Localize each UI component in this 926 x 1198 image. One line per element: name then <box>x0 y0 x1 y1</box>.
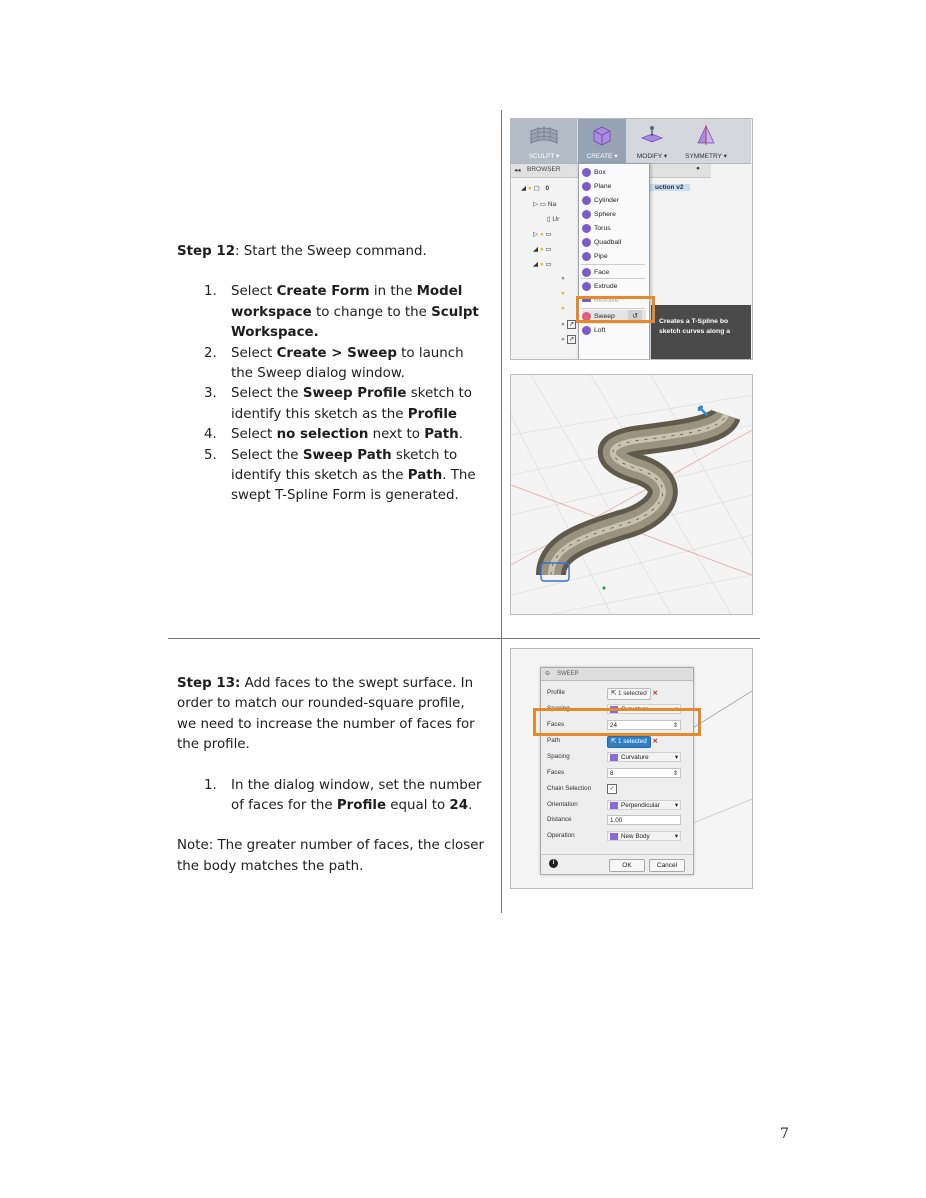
field-label: Operation <box>547 832 575 839</box>
step13-note: Note: The greater number of faces, the closer the body matches the path. <box>177 838 484 874</box>
body-text: In the dialog window, set the number of faces for the <box>231 777 482 814</box>
menu-separator <box>581 278 645 279</box>
list-number: 1. <box>204 777 217 793</box>
stepper-icon[interactable]: ⇕ <box>672 771 678 777</box>
field-label: Distance <box>547 816 572 823</box>
symmetry-icon <box>695 124 717 146</box>
tree-row-4[interactable]: ▷ ● ▭ <box>533 231 552 238</box>
modify-icon <box>640 124 664 146</box>
step13-heading: Step 13: Add faces to the swept surface. In order to match our rounded-square profile, we need to increase the number of faces for the profile. <box>177 676 475 753</box>
tree-row-5[interactable]: ◢ ● ▭ <box>533 246 552 253</box>
menu-item-cylinder[interactable] <box>582 194 619 208</box>
swept-form-viewport <box>511 375 752 614</box>
tree-row-8[interactable]: ● <box>561 290 565 297</box>
body-text: Select <box>231 427 277 443</box>
tree-row-7[interactable]: ● <box>561 275 565 282</box>
command-indicator-icon: ↺ <box>628 310 642 323</box>
selection-value: 1 selected <box>618 738 647 745</box>
page-number: 7 <box>780 1126 789 1142</box>
body-text: in the <box>369 284 417 300</box>
column-divider-top <box>501 110 502 638</box>
step12-list <box>177 282 487 506</box>
step12-item <box>177 384 487 425</box>
tree-row-named-views[interactable]: ▷ ▭ Na <box>533 201 557 208</box>
chevron-down-icon: ▾ <box>674 706 678 713</box>
field-label: Profile <box>547 689 565 696</box>
emphasis-text: 24 <box>449 798 469 814</box>
list-number: 2. <box>204 345 217 361</box>
browser-options-icon[interactable]: ● <box>696 165 700 172</box>
tree-row-loft-circle[interactable]: ● ↗ <box>561 336 575 343</box>
path-selection-button[interactable] <box>607 736 658 748</box>
box-icon <box>582 168 591 177</box>
body-text: . The swept T-Spline Form is generated. <box>231 468 476 504</box>
dropdown-value: Curvature <box>621 706 649 713</box>
sweep-highlight <box>576 296 655 323</box>
sculpt-icon <box>529 123 559 147</box>
emphasis-text: Path <box>407 468 443 484</box>
sweep-tooltip: Creates a T-Spline bo sketch curves along a <box>651 305 751 360</box>
body-text: sketch to identify this sketch as the <box>231 386 473 422</box>
tree-row-units[interactable]: ▯ Ur <box>547 216 560 223</box>
emphasis-text: Create > Sweep <box>276 345 397 361</box>
emphasis-text: Sweep Profile <box>302 386 407 402</box>
menu-item-label: Extrude <box>594 283 618 290</box>
dropdown-value: New Body <box>621 833 650 840</box>
tree-row-6[interactable]: ◢ ● ▭ <box>533 261 552 268</box>
extrude-icon <box>582 282 591 291</box>
step13-block <box>177 674 487 877</box>
dropdown-operation[interactable] <box>607 831 681 841</box>
menu-item-label: Cylinder <box>594 197 619 204</box>
input-value: 24 <box>610 722 618 729</box>
field-label: Path <box>547 737 560 744</box>
menu-item-label: Plane <box>594 183 612 190</box>
step12-item <box>177 425 487 445</box>
step12-item <box>177 344 487 385</box>
menu-item-plane[interactable] <box>582 180 611 194</box>
list-number: 5. <box>204 447 217 463</box>
dropdown-value: Perpendicular <box>621 802 660 809</box>
body-text: Select <box>231 284 277 300</box>
clear-selection-icon[interactable]: ✕ <box>650 690 658 697</box>
clear-selection-icon[interactable]: ✕ <box>650 738 658 745</box>
body-text: next to <box>368 427 425 443</box>
dropdown-value: Curvature <box>621 754 649 761</box>
component-icon: ▢ <box>533 185 540 192</box>
sculpt-tab[interactable]: SCULPT ▾ <box>511 119 577 163</box>
menu-item-label: Sphere <box>594 211 616 218</box>
option-icon <box>610 754 618 761</box>
swept-form-screenshot <box>510 374 753 615</box>
faces-input[interactable] <box>607 768 681 778</box>
menu-item-box[interactable] <box>582 166 606 180</box>
menu-item-quadball[interactable] <box>582 236 621 250</box>
field-label: Faces <box>547 721 565 728</box>
cursor-icon: ⇱ <box>611 690 619 697</box>
menu-item-torus[interactable] <box>582 222 611 236</box>
body-text: Select the <box>231 447 303 463</box>
input-value: 8 <box>610 770 614 777</box>
list-number: 3. <box>204 386 217 402</box>
field-label: Chain Selection <box>547 785 592 792</box>
field-label: Orientation <box>547 801 578 808</box>
sphere-icon <box>582 210 591 219</box>
menu-item-label: Torus <box>594 225 611 232</box>
body-text: sketch to identify this sketch as the <box>231 447 458 484</box>
step13-item <box>177 776 487 817</box>
collapse-icon[interactable]: ⊖ <box>545 671 551 677</box>
sweep-dialog <box>540 667 694 875</box>
body-text: to launch the Sweep dialog window. <box>231 345 464 382</box>
cancel-button[interactable]: Cancel <box>649 859 685 872</box>
row-divider <box>168 638 760 639</box>
menu-item-label: Quadball <box>594 239 622 246</box>
create-menu-screenshot <box>510 118 753 360</box>
tree-row-9[interactable]: ● <box>561 305 565 312</box>
list-number: 1. <box>204 284 217 300</box>
profile-selection-button[interactable] <box>607 688 658 700</box>
emphasis-text: Sculpt Workspace. <box>231 304 479 341</box>
face-icon <box>582 268 591 277</box>
torus-icon <box>582 224 591 233</box>
loft-icon <box>582 326 591 335</box>
lightbulb-icon: ● <box>527 185 532 192</box>
option-icon <box>610 833 618 840</box>
collapse-icon[interactable]: ◂◂ <box>514 167 521 174</box>
ok-button[interactable]: OK <box>609 859 645 872</box>
sweep-dialog-screenshot <box>510 648 753 889</box>
body-text: Select the <box>231 386 303 402</box>
menu-item-label: Pipe <box>594 253 608 260</box>
cylinder-icon <box>582 196 591 205</box>
body-text: equal to <box>386 798 450 814</box>
tree-row-loft-centerline[interactable]: ● ↗ <box>561 321 575 328</box>
tree-row-root[interactable]: ◢ ● ▢ 0 uction v2 <box>521 184 751 198</box>
pipe-icon <box>582 252 591 261</box>
step12-block <box>177 242 487 507</box>
step13-list <box>177 776 487 817</box>
faces-highlight <box>533 708 701 736</box>
menu-item-pipe[interactable] <box>582 250 608 264</box>
column-divider-bottom <box>501 639 502 913</box>
chevron-down-icon: ▾ <box>674 754 678 761</box>
menu-item-sphere[interactable] <box>582 208 616 222</box>
step12-item <box>177 446 487 507</box>
dropdown-orientation[interactable] <box>607 800 681 810</box>
emphasis-text: Path <box>424 427 459 443</box>
info-icon[interactable]: i <box>549 859 558 868</box>
chain-selection-checkbox[interactable]: ✓ <box>607 784 617 794</box>
field-label: Spacing <box>547 753 570 760</box>
plane-icon <box>582 182 591 191</box>
create-dropdown-menu <box>578 163 650 360</box>
step12-item <box>177 282 487 343</box>
option-icon <box>610 802 618 809</box>
selection-value: 1 selected <box>618 690 647 697</box>
quadball-icon <box>582 238 591 247</box>
menu-item-label: Loft <box>594 327 606 334</box>
symmetry-tab[interactable]: SYMMETRY ▾ <box>677 119 735 163</box>
cursor-icon: ⇱ <box>611 738 619 745</box>
emphasis-text: no selection <box>276 427 369 443</box>
emphasis-text: Sweep Path <box>302 447 392 463</box>
toolbar <box>511 119 751 164</box>
stepper-icon[interactable]: ⇕ <box>672 723 678 729</box>
menu-item-label: Face <box>594 269 610 276</box>
field-label: Spacing <box>547 705 570 712</box>
chevron-down-icon: ▾ <box>674 833 678 840</box>
emphasis-text: Profile <box>407 406 458 422</box>
dialog-footer <box>541 854 693 875</box>
input-value: 1.00 <box>610 817 623 824</box>
distance-input[interactable] <box>607 815 681 825</box>
body-text: . <box>468 798 473 814</box>
browser-header: ◂◂ BROWSER ● <box>511 164 711 178</box>
body-text: Select <box>231 345 277 361</box>
body-text: to change to the <box>311 304 432 320</box>
box-icon <box>591 124 613 146</box>
create-tab[interactable]: CREATE ▾ <box>578 119 626 163</box>
chevron-down-icon: ▾ <box>674 802 678 809</box>
dialog-titlebar: ⊖ SWEEP <box>541 668 693 681</box>
emphasis-text: Profile <box>336 798 387 814</box>
emphasis-text: Create Form <box>276 284 370 300</box>
menu-item-label: Box <box>594 169 606 176</box>
menu-item-extrude[interactable] <box>582 280 617 294</box>
menu-item-label: Revolve <box>594 297 619 302</box>
menu-item-loft[interactable] <box>582 324 605 338</box>
list-number: 4. <box>204 427 217 443</box>
step12-heading: Step 12: Start the Sweep command. <box>177 244 427 259</box>
menu-separator <box>581 264 645 265</box>
menu-item-label: Sweep <box>594 313 615 320</box>
body-text: . <box>458 427 463 443</box>
modify-tab[interactable]: MODIFY ▾ <box>629 119 675 163</box>
field-label: Faces <box>547 769 565 776</box>
emphasis-text: Model workspace <box>231 284 463 320</box>
dropdown-spacing[interactable] <box>607 752 681 762</box>
